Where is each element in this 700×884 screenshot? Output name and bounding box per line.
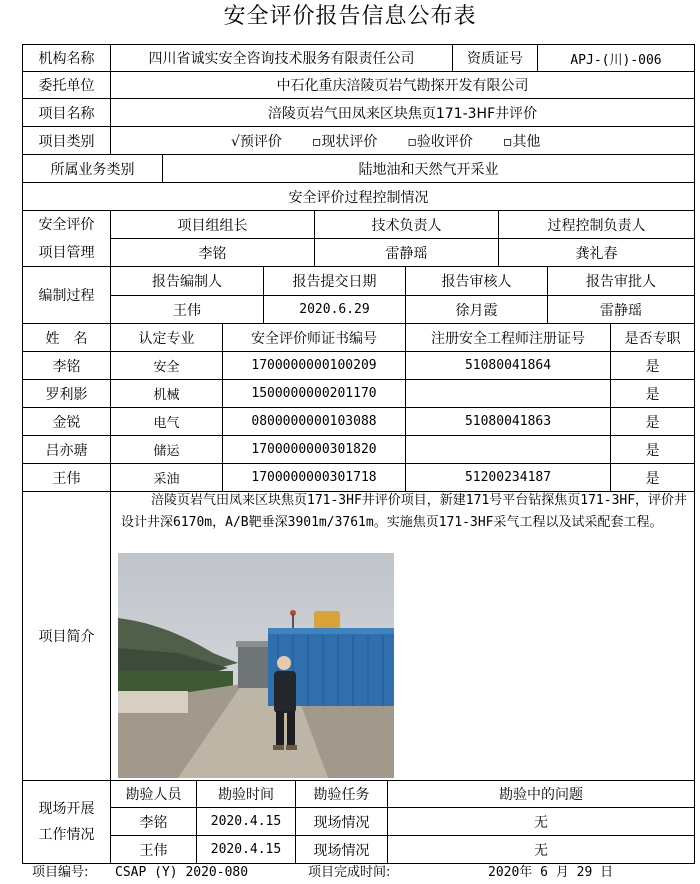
footer-done-label: 项目完成时间:	[308, 865, 391, 880]
staff-major: 储运	[110, 435, 223, 464]
staff-name: 罗利影	[22, 379, 111, 408]
survey-label-line1: 现场开展	[38, 801, 95, 817]
staff-reg	[405, 435, 611, 464]
management-label-line1: 安全评价	[38, 216, 95, 233]
staff-name: 王伟	[22, 463, 111, 492]
project-name-label: 项目名称	[22, 98, 111, 127]
staff-cert: 1500000000201170	[222, 379, 406, 408]
mgmt-value-tech: 雷静瑶	[314, 238, 499, 267]
survey-task: 现场情况	[295, 807, 388, 836]
compile-header-approver: 报告审批人	[547, 266, 695, 296]
staff-major: 电气	[110, 407, 223, 436]
survey-header-issue: 勘验中的问题	[387, 780, 695, 808]
survey-date: 2020.4.15	[196, 807, 296, 836]
survey-label	[22, 780, 111, 864]
type-option-other: ▫其他	[502, 133, 541, 150]
staff-header-major: 认定专业	[110, 323, 223, 352]
staff-reg: 51080041863	[405, 407, 611, 436]
survey-header-person: 勘验人员	[110, 780, 197, 808]
mgmt-header-control: 过程控制负责人	[498, 210, 695, 239]
mgmt-value-control: 龚礼春	[498, 238, 695, 267]
staff-full: 是	[610, 463, 695, 492]
compile-header-reviewer: 报告审核人	[405, 266, 548, 296]
staff-header-cert: 安全评价师证书编号	[222, 323, 406, 352]
staff-reg	[405, 379, 611, 408]
management-label-line2: 项目管理	[38, 244, 95, 261]
org-label: 机构名称	[22, 44, 111, 72]
staff-cert: 1700000000301820	[222, 435, 406, 464]
project-type-options	[110, 126, 695, 155]
staff-name: 金锐	[22, 407, 111, 436]
staff-major: 机械	[110, 379, 223, 408]
type-option-acceptance: ▫验收评价	[407, 133, 473, 150]
staff-major: 安全	[110, 351, 223, 380]
survey-header-date: 勘验时间	[196, 780, 296, 808]
staff-major: 采油	[110, 463, 223, 492]
footer-code-value: CSAP (Y) 2020-080	[115, 865, 249, 880]
staff-reg: 51200234187	[405, 463, 611, 492]
process-header: 安全评价过程控制情况	[22, 182, 695, 211]
footer-code-label: 项目编号:	[32, 865, 89, 880]
survey-header-task: 勘验任务	[295, 780, 388, 808]
survey-label-line2: 工作情况	[38, 827, 95, 843]
intro-label: 项目简介	[22, 491, 111, 781]
staff-reg: 51080041864	[405, 351, 611, 380]
org-value: 四川省诚实安全咨询技术服务有限责任公司	[110, 44, 453, 72]
staff-name: 李铭	[22, 351, 111, 380]
compile-label: 编制过程	[22, 266, 111, 324]
compile-header-date: 报告提交日期	[263, 266, 406, 296]
mgmt-header-tech: 技术负责人	[314, 210, 499, 239]
staff-header-reg: 注册安全工程师注册证号	[405, 323, 611, 352]
staff-full: 是	[610, 435, 695, 464]
compile-value-reviewer: 徐月霞	[405, 295, 548, 324]
compile-value-date: 2020.6.29	[263, 295, 406, 324]
cert-label: 资质证号	[452, 44, 538, 72]
compile-header-author: 报告编制人	[110, 266, 264, 296]
site-photo-scene	[118, 553, 394, 778]
compile-value-author: 王伟	[110, 295, 264, 324]
type-option-pre: √预评价	[231, 133, 282, 150]
staff-full: 是	[610, 407, 695, 436]
project-type-label: 项目类别	[22, 126, 111, 155]
staff-full: 是	[610, 379, 695, 408]
staff-name: 吕亦瑭	[22, 435, 111, 464]
survey-date: 2020.4.15	[196, 835, 296, 864]
staff-cert: 1700000000301718	[222, 463, 406, 492]
client-label: 委托单位	[22, 71, 111, 99]
staff-cert: 0800000000103088	[222, 407, 406, 436]
site-photo	[118, 553, 394, 778]
page-title: 安全评价报告信息公布表	[223, 4, 477, 29]
footer-done-value: 2020年 6 月 29 日	[488, 865, 614, 880]
project-name-value: 涪陵页岩气田凤来区块焦页171-3HF井评价	[110, 98, 695, 127]
staff-cert: 1700000000100209	[222, 351, 406, 380]
type-option-current: ▫现状评价	[311, 133, 378, 150]
cert-value: APJ-(川)-006	[537, 44, 695, 72]
staff-full: 是	[610, 351, 695, 380]
client-value: 中石化重庆涪陵页岩气勘探开发有限公司	[110, 71, 695, 99]
survey-issue: 无	[387, 835, 695, 864]
mgmt-value-leader: 李铭	[110, 238, 315, 267]
business-label: 所属业务类别	[22, 154, 163, 183]
intro-text: 涪陵页岩气田凤来区块焦页171-3HF井评价项目，新建171号平台钻探焦页171-3HF，评价井设计井深6170m，A/B靶垂深3901m/3761m。实施焦页171-3HF采气工程以及试采配套工程。	[121, 493, 688, 530]
business-value: 陆地油和天然气开采业	[162, 154, 695, 183]
survey-person: 王伟	[110, 835, 197, 864]
survey-person: 李铭	[110, 807, 197, 836]
staff-header-full: 是否专职	[610, 323, 695, 352]
survey-issue: 无	[387, 807, 695, 836]
mgmt-header-leader: 项目组组长	[110, 210, 315, 239]
staff-header-name: 姓 名	[22, 323, 111, 352]
management-label	[22, 210, 111, 267]
compile-value-approver: 雷静瑶	[547, 295, 695, 324]
survey-task: 现场情况	[295, 835, 388, 864]
